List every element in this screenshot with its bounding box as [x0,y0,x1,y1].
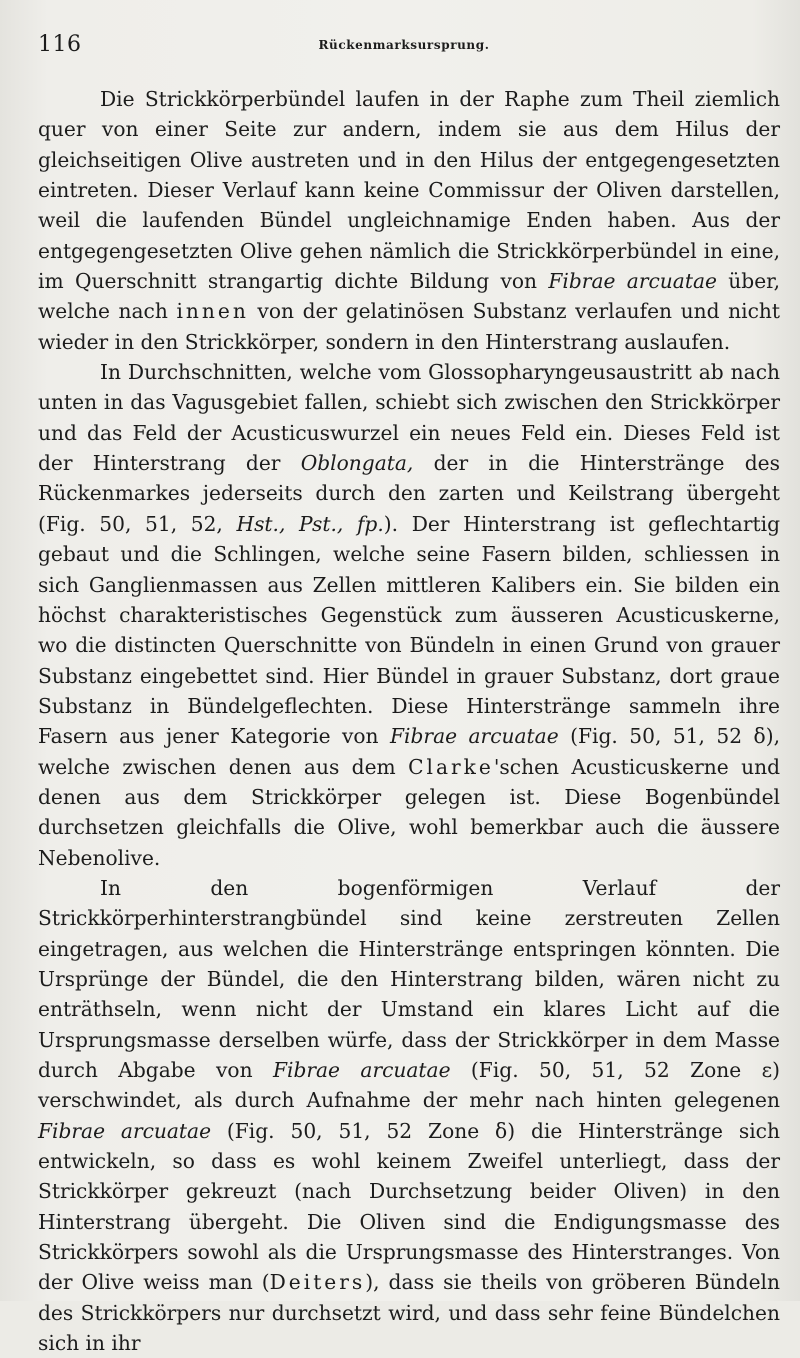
italic-term: Oblongata, [300,451,414,476]
text-span: (Fig. 50, 51, 52 Zone ẟ) die Hinterstränge sich entwickeln, so dass es wohl keinem Zweifel unterliegt, dass der Strickkörper gekreuzt (nach Durchsetzung beider Oliven) in den Hinterstrang übergeht. Die Oliven sind die Endigungsmasse des Strickkörpers sowohl als die Ursprungsmasse des Hinterstranges. Von der Olive weiss man ( [38,1118,780,1295]
italic-term: Fibrae arcuatae [548,269,717,294]
text-span: Die Strickkörperbündel laufen in der Raphe zum Theil ziemlich quer von einer Seite zur andern, indem sie aus dem Hilus der gleichseitigen Olive austreten und in den Hilus der entgegengesetzten eintreten. Dieser Verlauf kann keine Commissur der Oliven darstellen, weil die laufenden Bündel ungleichnamige Enden haben. Aus der entgegengesetzten Olive gehen nämlich die Strickkörperbündel in eine, im Querschnitt strangartig dichte Bildung von [38,87,780,294]
text-span: In Durchschnitten, welche vom Glossopharyngeusaustritt ab nach unten in das Vagusgebiet fallen, schiebt sich zwischen den Strickkörper und das Feld der Acusticuswurzel ein neues Feld ein. Dieses Feld ist der Hinterstrang der [38,360,780,476]
page-number: 116 [38,32,82,57]
text-span: ). Der Hinterstrang ist geflechtartig gebaut und die Schlingen, welche seine Fasern bilden, schliessen in sich Ganglienmassen aus Zellen mittleren Kalibers ein. Sie bilden ein höchst charakteristisches Gegenstück zum äusseren Acusticuskerne, wo die distincten Querschnitte von Bündeln in einen Grund von grauer Substanz eingebettet sind. Hier Bündel in grauer Substanz, dort graue Substanz in Bündelgeflechten. Diese Hinterstränge sammeln ihre Fasern aus jener Kategorie von [38,511,780,749]
paragraph [38,357,780,873]
text-span: ), dass sie theils von gröberen Bündeln des Strickkörpers nur durchsetzt wird, und dass sehr feine Bündelchen sich in ihr [38,1270,780,1356]
running-head [38,32,770,62]
spaced-emphasis: innen [176,299,249,324]
text-span: In den bogenförmigen Verlauf der Strickkörperhinterstrangbündel sind keine zerstreuten Zellen eingetragen, aus welchen die Hinterstränge entspringen könnten. Die Ursprünge der Bündel, die den Hinterstrang bilden, wären nicht zu enträthseln, wenn nicht der Umstand ein klares Licht auf die Ursprungsmasse derselben würfe, dass der Strickkörper in dem Masse durch Abgabe von [38,875,780,1082]
spaced-emphasis: Clarke [408,754,494,779]
paragraph [38,873,780,1358]
italic-term: Fibrae arcuatae [272,1058,451,1082]
text-span: (Fig. 50, 51, 52 ẟ), welche zwischen denen aus dem [38,724,780,779]
text-span: 'schen Acusticuskerne und denen aus dem Strickkörper gelegen ist. Diese Bogenbündel durchsetzen gleichfalls die Olive, wohl bemerkbar auch die äussere Nebenolive. [38,754,780,870]
paragraph [38,84,780,357]
text-span: (Fig. 50, 51, 52 Zone ε) verschwindet, als durch Aufnahme der mehr nach hinten gelegenen [38,1058,780,1113]
italic-term: Fibrae arcuatae [390,724,559,749]
italic-term: Hst., Pst., fp. [236,511,384,536]
running-title: Rückenmarksursprung. [318,38,490,52]
spaced-emphasis: Deiters [269,1270,366,1295]
text-span: von der gelatinösen Substanz verlaufen und nicht wieder in den Strickkörper, sondern in den Hinterstrang auslaufen. [38,299,780,354]
text-span: der in die Hinterstränge des Rückenmarkes jederseits durch den zarten und Keilstrang übergeht (Fig. 50, 51, 52, [38,451,780,536]
text-span: über, welche nach [38,269,781,324]
italic-term: Fibrae arcuatae [38,1118,212,1143]
body-text [38,84,780,1358]
